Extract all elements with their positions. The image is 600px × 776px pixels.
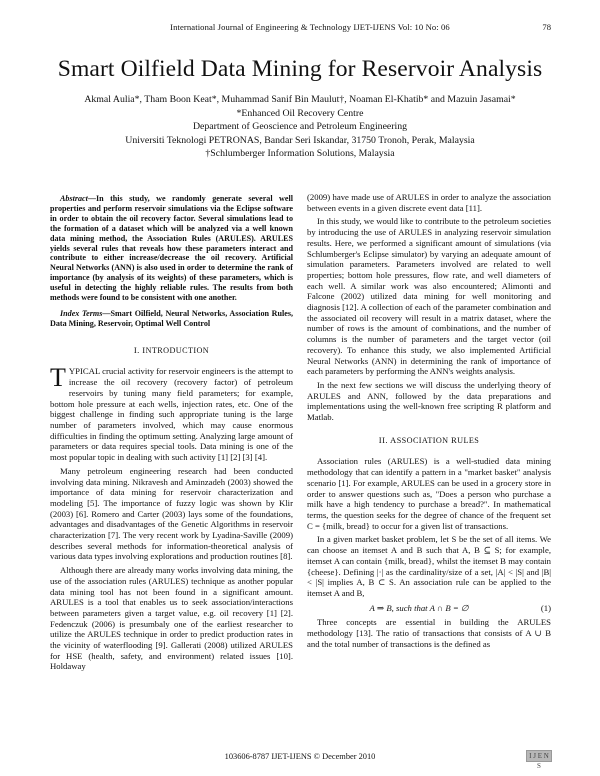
ijens-logo: I J E N S — [526, 750, 552, 762]
index-terms — [50, 309, 293, 329]
running-header: International Journal of Engineering & Technology IJET-IJENS Vol: 10 No: 06 — [170, 22, 450, 32]
intro-paragraph-2: Many petroleum engineering research had been conducted involving data mining. Nikravesh and Aminzadeh (2003) showed the importance of data mining for reservoir characterization and modeling [5]. The importance of fuzzy logic was shown by Klir (2003) [6]. Romero and Carter (2003) lays some of the foundations, advantages and disadvantages of the Genetic Algorithms in reservoir characterization [7]. The very recent work by Lyadina-Saville (2009) describes several methods for information-theoretical analysis of various data types involving explorations and production routines [8]. — [50, 465, 293, 562]
arules-paragraph-2: In a given market basket problem, let S be the set of all items. We can choose an itemset A and B such that A, B ⊆ S; for example, itemset A can contain {milk, bread}, whilst the itemset B may contain {cheese}. Defining |·| as the cardinality/size of a set, |A| < |S| and |B| < |S| implies A, B ⊂ S. An association rule can be applied to the itemset A and B, — [307, 534, 551, 598]
equation-1 — [307, 603, 551, 614]
page-number: 78 — [542, 22, 551, 32]
right-column — [307, 192, 551, 649]
equation-number: (1) — [540, 602, 551, 613]
section-heading-association-rules: II. ASSOCIATION RULES — [378, 434, 480, 445]
affiliation-2: Department of Geoscience and Petroleum Engineering — [192, 121, 408, 133]
intro-paragraph-3: Although there are already many works involving data mining, the use of the association rules (ARULES) technique as another popular data mining tool has not been found in a significant amount. ARULES is a tool that enables us to seek association/interactions between parameters given a target value, e.g. oil recovery [1] [2]. Fedenczuk (2006) is presumbaly one of the earliest researcher to utilize the ARULES technique in order to predict production rates in the vicinity of waterflooding [9]. Gallerati (2008) utilized ARULES for HSE (health, safety, and environment) related issues [10]. Holdaway — [50, 565, 293, 672]
arules-paragraph-3: Three concepts are essential in building the ARULES methodology [13]. The ratio of transactions that consists of A ∪ B and the total number of transactions is the defined as — [307, 617, 551, 649]
drop-cap: T — [50, 363, 66, 393]
abstract-lead: Abstract — [60, 194, 88, 203]
intro-paragraph-4: (2009) have made use of ARULES in order to analyze the association between events in a given discrete event data [11]. — [307, 192, 551, 213]
left-column — [50, 194, 293, 672]
intro-paragraph-1: TYPICAL crucial activity for reservoir engineers is the attempt to increase the oil recovery (recovery factor) of petroleum reservoirs by tuning many field parameters; for example, bottom hole pressure at each wells, injection rates, etc. One of the biggest challenge in finding such appropriate tuning is the large number of parameters involved, which may cause enormous difficulties in finding the optimum setting. Analyzing large amount of parameters or data requires special tools. Data mining is one of the most popular topic in dealing with such activity [1] [2] [3] [4]. — [50, 363, 293, 463]
author-names: Akmal Aulia*, Tham Boon Keat*, Muhammad Sanif Bin Maulut†, Noaman El-Khatib* and Mazuin Jasamai* — [84, 94, 516, 105]
affiliation-4: †Schlumberger Information Solutions, Malaysia — [205, 148, 395, 160]
arules-paragraph-1: Association rules (ARULES) is a well-studied data mining methodology that can identify a pattern in a "market basket" analysis scenario [1]. For example, ARULES can be used in a grocery store in order to answer questions such as, "Does a person who purchase a milk have a high tendency to purchase a bread?". In mathematical terms, the question seeks for the degree of chance of the frequent set C = {milk, bread} to occur for a given list of transactions. — [307, 456, 551, 531]
index-terms-lead: Index Terms — [60, 308, 103, 318]
abstract-text: —In this study, we randomly generate several well properties and perform reservoir simulations via the Eclipse software in order to obtain the oil recovery factor. Several simulations lead to the formation of a dataset which will be analyzed via a well known data mining method, the Association Rules (ARULES). ARULES yields several rules that reveals how these parameters interact and contribute to either increase/decrease the oil recovery. Artificial Neural Networks (ANN) is also used in order to determine the rank of importance (by analysis of its weights) of these parameters, which is useful in detecting the highly reliable rules. The results from both methods were found to be consistent with one another. — [50, 194, 293, 303]
affiliation-3: Universiti Teknologi PETRONAS, Bandar Seri Iskandar, 31750 Tronoh, Perak, Malaysia — [125, 134, 475, 146]
equation-body: A ⇒ B, such that A ∩ B = ∅ — [369, 602, 469, 613]
intro-paragraph-6: In the next few sections we will discuss the underlying theory of ARULES and ANN, followed by the data preparations and implementations using the well-known free scripting R platform and Matlab. — [307, 379, 551, 423]
abstract — [50, 194, 293, 303]
affiliation-1: *Enhanced Oil Recovery Centre — [236, 107, 364, 119]
intro-paragraph-5: In this study, we would like to contribute to the petroleum societies by introducing the use of ARULES in analyzing reservoir simulation results. Here, we performed a significant amount of simulations (via Schlumberger's Eclipse simulator) by varying an adequate amount of simulation parameters. Parameters involved are related to well properties; bottom hole pressures, flow rate, and well diameters of each well. A similar work was also encountered; Alimonti and Falcone (2002) utilized data mining for well monitoring and diagnosis [12]. A collection of each of the parameter combination and the associated oil recovery will result in a matrix dataset, where the number of rows is the amount of combinations, and the number of columns is the number of parameters and the target vector (oil recovery). To enhance this study, we also implemented Artificial Neural Networks (ANN) in determining the rank of importance of each parameters by performing the ANN's weights analysis. — [307, 216, 551, 377]
page-footer: 103606-8787 IJET-IJENS © December 2010 — [224, 752, 376, 761]
index-terms-text: —Smart Oilfield, Neural Networks, Association Rules, Data Mining, Reservoir, Optimal Well Control — [50, 308, 293, 328]
paper-title: Smart Oilfield Data Mining for Reservoir Analysis — [57, 56, 543, 82]
author-block — [0, 93, 600, 161]
section-heading-introduction: I. INTRODUCTION — [133, 344, 210, 355]
